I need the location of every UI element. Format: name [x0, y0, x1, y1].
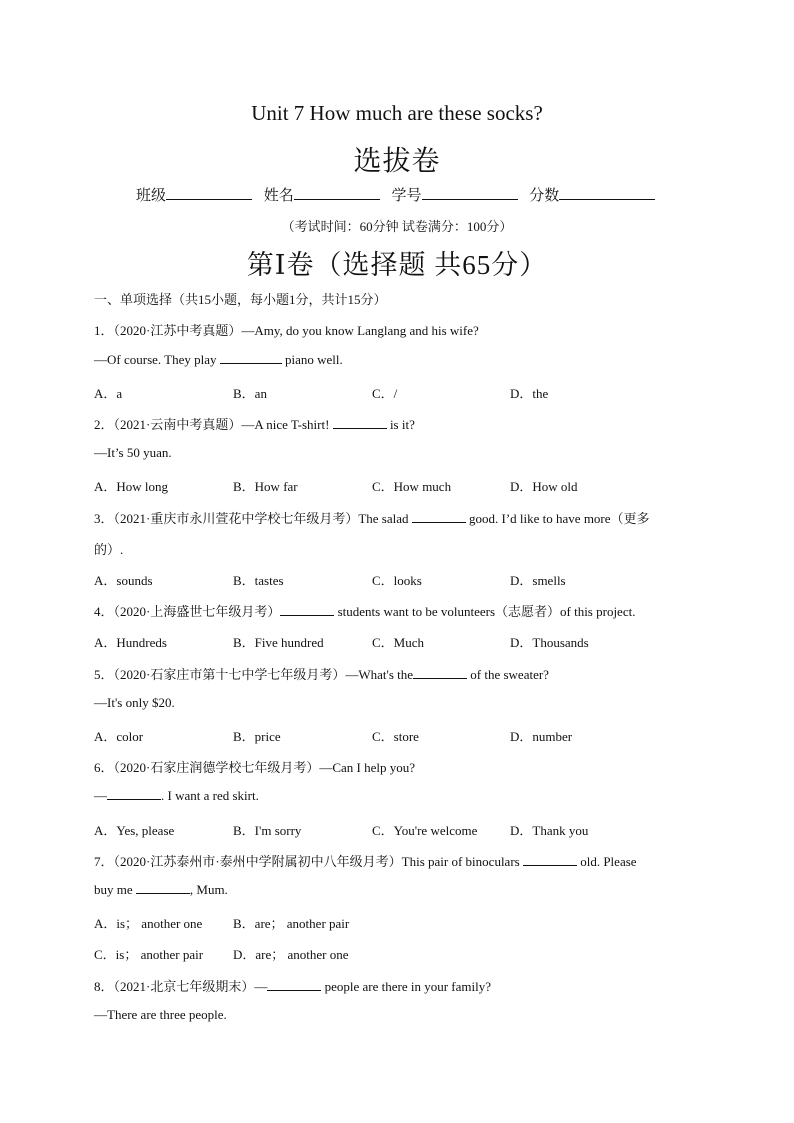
question-1-option-d[interactable]: D．the [510, 386, 549, 401]
question-5-dialog: —It's only $20. [94, 695, 175, 710]
question-3-continued: 的）. [94, 542, 124, 557]
question-2-option-c[interactable]: C．How much [372, 479, 452, 494]
name-blank[interactable] [294, 186, 380, 200]
question-7-option-b[interactable]: B．are； another pair [233, 916, 350, 931]
question-4-option-d[interactable]: D．Thousands [510, 635, 589, 650]
answer-blank [107, 788, 161, 800]
question-5-text: 5．（2020·石家庄市第十七中学七年级月考）—What's the of the sweater? [94, 667, 549, 682]
question-8-text: 8．（2021·北京七年级期末）— people are there in your family? [94, 979, 491, 994]
question-1-option-b[interactable]: B．an [233, 386, 267, 401]
score-label: 分数 [529, 188, 560, 204]
question-2-option-a[interactable]: A．How long [94, 479, 169, 494]
class-label: 班级 [136, 188, 167, 204]
question-6-option-a[interactable]: A．Yes, please [94, 823, 175, 838]
question-5-option-c[interactable]: C．store [372, 729, 419, 744]
question-7-option-a[interactable]: A．is； another one [94, 916, 203, 931]
question-3-option-a[interactable]: A．sounds [94, 573, 153, 588]
question-4-option-b[interactable]: B．Five hundred [233, 635, 324, 650]
question-8-dialog: —There are three people. [94, 1007, 227, 1022]
question-6-option-d[interactable]: D．Thank you [510, 823, 589, 838]
question-3-option-d[interactable]: D．smells [510, 573, 566, 588]
question-7-option-d[interactable]: D．are； another one [233, 947, 349, 962]
paper-subtitle: 选拔卷 [353, 146, 441, 177]
question-2-option-d[interactable]: D．How old [510, 479, 578, 494]
question-6-text: 6．（2020·石家庄润德学校七年级月考）—Can I help you? [94, 760, 416, 775]
question-2-dialog: —It’s 50 yuan. [94, 445, 172, 460]
question-2-option-b[interactable]: B．How far [233, 479, 298, 494]
question-7-continued: buy me , Mum. [94, 882, 228, 897]
answer-blank [412, 511, 466, 523]
answer-blank [523, 854, 577, 866]
question-6-option-b[interactable]: B．I'm sorry [233, 823, 302, 838]
answer-blank [136, 882, 190, 894]
answer-blank [413, 667, 467, 679]
section-title: 第Ⅰ卷（选择题 共65分） [246, 250, 548, 280]
question-3-option-b[interactable]: B．tastes [233, 573, 284, 588]
question-1-option-c[interactable]: C．/ [372, 386, 398, 401]
question-7-text: 7．（2020·江苏泰州市·泰州中学附属初中八年级月考）This pair of binoculars old. Please [94, 854, 637, 869]
question-3-text: 3．（2021·重庆市永川萱花中学校七年级月考）The salad good. I’d like to have more（更多 [94, 511, 650, 526]
question-4-option-c[interactable]: C．Much [372, 635, 425, 650]
section-instructions: 一、单项选择（共15小题，每小题1分，共计15分） [94, 292, 387, 307]
question-5-option-d[interactable]: D．number [510, 729, 573, 744]
question-6-dialog: — . I want a red skirt. [94, 788, 259, 803]
answer-blank [267, 979, 321, 991]
question-1-option-a[interactable]: A．a [94, 386, 123, 401]
student-info-fields [136, 184, 663, 205]
name-label: 姓名 [263, 188, 294, 204]
question-5-option-b[interactable]: B．price [233, 729, 281, 744]
answer-blank [220, 352, 282, 364]
student-id-label: 学号 [391, 188, 422, 204]
question-4-text: 4．（2020·上海盛世七年级月考） students want to be volunteers（志愿者）of this project. [94, 604, 636, 619]
question-1-text: 1．（2020·江苏中考真题）—Amy, do you know Langlang and his wife? [94, 323, 479, 338]
exam-note: （考试时间：60分钟 试卷满分：100分） [281, 219, 513, 234]
question-1-dialog: —Of course. They play piano well. [94, 352, 343, 367]
unit-title: Unit 7 How much are these socks? [251, 101, 543, 125]
class-blank[interactable] [166, 186, 252, 200]
question-4-option-a[interactable]: A．Hundreds [94, 635, 167, 650]
question-2-text: 2．（2021·云南中考真题）—A nice T-shirt! is it? [94, 417, 415, 432]
question-7-option-c[interactable]: C．is； another pair [94, 947, 204, 962]
question-3-option-c[interactable]: C．looks [372, 573, 422, 588]
question-6-option-c[interactable]: C．You're welcome [372, 823, 478, 838]
question-5-option-a[interactable]: A．color [94, 729, 144, 744]
score-blank[interactable] [559, 186, 655, 200]
answer-blank [333, 417, 387, 429]
student-id-blank[interactable] [422, 186, 518, 200]
answer-blank [280, 604, 334, 616]
